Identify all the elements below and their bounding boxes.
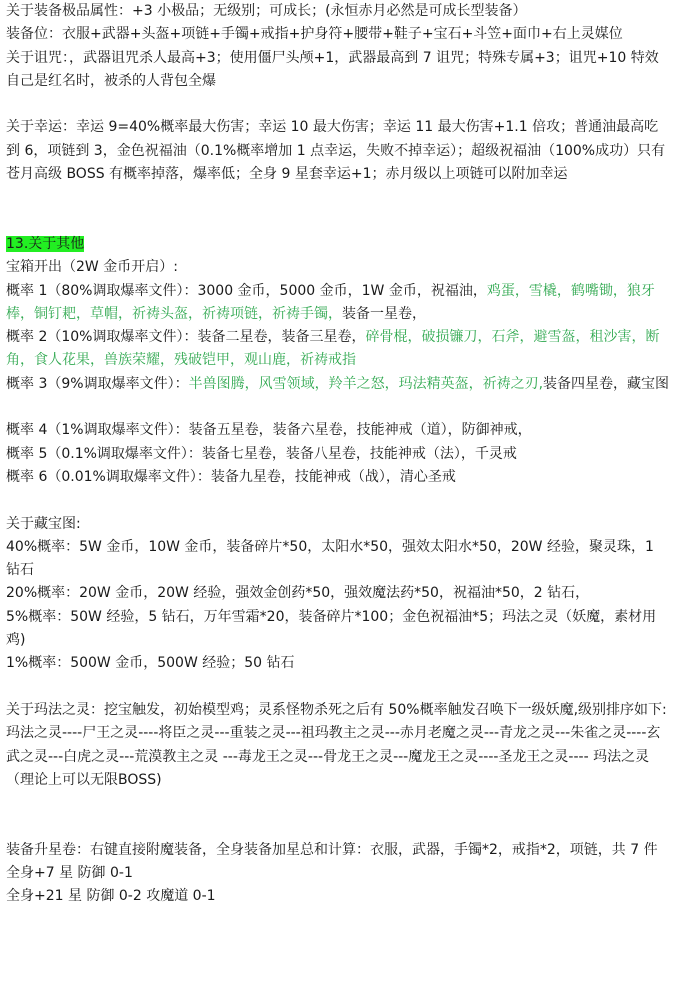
treasure-map-heading: 关于藏宝图: (6, 515, 81, 532)
rate-items-green: 碎骨棍，破损镰刀，石斧，避雪盔，租沙害，断角，食人花果，兽族荣耀，残破铠甲，观山鹿，祈祷戒指 (6, 329, 660, 369)
treasure-20-percent: 20%概率：20W 金币，20W 经验，强效金创药*50，强效魔法药*50，祝福油*50，2 钻石， (6, 585, 590, 602)
spacer (6, 489, 672, 512)
rate-suffix: 装备四星卷，藏宝图 (543, 375, 670, 392)
equip-slots-line: 装备位：衣服+武器+头盔+项链+手镯+戒指+护身符+腰带+鞋子+宝石+斗笠+面巾+右上灵媒位 (6, 26, 623, 43)
curse-paragraph: 关于诅咒：，武器诅咒杀人最高+3；使用僵尸头颅+1，武器最高到 7 诅咒；特殊专属+3；诅咒+10 特效自己是红名时，被杀的人背包全爆 (6, 49, 659, 89)
chest-rate-1 (6, 280, 672, 327)
rate-prefix: 概率 2（10%调取爆率文件）：装备二星卷，装备三星卷， (6, 329, 366, 346)
treasure-1-percent: 1%概率：500W 金币，500W 经验；50 钻石 (6, 655, 295, 672)
chest-intro: 宝箱开出（2W 金币开启）: (6, 259, 178, 276)
chest-rate-4: 概率 4（1%调取爆率文件）：装备五星卷，装备六星卷，技能神戒（道），防御神戒， (6, 422, 532, 439)
spacer (6, 186, 672, 233)
chest-rate-3 (6, 373, 672, 396)
section-13-title: 13.关于其他 (6, 235, 85, 252)
rate-items-green: 鸡蛋，雪橇，鹤嘴锄，狼牙棒，铜钉耙，草帽，祈祷头盔，祈祷项链，祈祷手镯， (6, 282, 655, 322)
spacer (6, 792, 672, 839)
spacer (6, 93, 672, 116)
upgrade-tier-1: 全身+7 星 防御 0-1 (6, 864, 133, 881)
chest-rate-2 (6, 326, 672, 373)
rate-prefix: 概率 3（9%调取爆率文件）： (6, 375, 189, 392)
section-13-heading (6, 233, 672, 256)
treasure-5-percent: 5%概率：50W 经验，5 钻石，万年雪霜*20，装备碎片*100；金色祝福油*5；玛法之灵（妖魔，素材用鸡) (6, 608, 657, 649)
equip-quality-line: 关于装备极品属性：+3 小极品；无级别；可成长；(永恒赤月必然是可成长型装备） (6, 3, 527, 19)
treasure-40-percent: 40%概率：5W 金币，10W 金币，装备碎片*50，太阳水*50，强效太阳水*50，20W 经验，聚灵珠，1 钻石 (6, 538, 654, 579)
upgrade-scroll-paragraph: 装备升星卷：右键直接附魔装备，全身装备加星总和计算：衣服，武器，手镯*2，戒指*2，项链，共 7 件 (6, 841, 658, 858)
upgrade-tier-2: 全身+21 星 防御 0-2 攻魔道 0-1 (6, 888, 216, 905)
mafa-spirit-paragraph: 关于玛法之灵：挖宝触发，初始模型鸡；灵系怪物杀死之后有 50%概率触发召唤下一级妖魔,级别排序如下:玛法之灵----尸王之灵----将臣之灵---重装之灵---祖玛教主之灵---赤月老魔之灵---青龙之灵---朱雀之灵----玄武之灵---白虎之灵---荒漠教主之灵 ---毒龙王之灵---骨龙王之灵---魔龙王之灵----圣龙王之灵---- 玛法之灵 （理论上可以无限BOSS) (6, 701, 667, 788)
chest-rate-6: 概率 6（0.01%调取爆率文件）：装备九星卷，技能神戒（战），清心圣戒 (6, 468, 456, 485)
rate-suffix: 装备一星卷， (342, 305, 426, 322)
spacer (6, 396, 672, 419)
rate-items-green: 半兽图腾，风雪领域，羚羊之怒，玛法精英盔，祈祷之刃, (188, 375, 544, 392)
spacer (6, 676, 672, 699)
rate-prefix: 概率 1（80%调取爆率文件）：3000 金币，5000 金币，1W 金币，祝福油， (6, 282, 487, 299)
chest-rate-5: 概率 5（0.1%调取爆率文件）：装备七星卷，装备八星卷，技能神戒（法），千灵戒 (6, 445, 517, 462)
luck-paragraph: 关于幸运：幸运 9=40%概率最大伤害；幸运 10 最大伤害；幸运 11 最大伤害+1.1 倍攻；普通油最高吃到 6，项链到 3，金色祝福油（0.1%概率增加 1 点幸运，失败不掉幸运）；超级祝福油（100%成功）只有苍月高级 BOSS 有概率掉落，爆率低；全身 9 星套幸运+1；赤月级以上项链可以附加幸运 (6, 119, 666, 183)
